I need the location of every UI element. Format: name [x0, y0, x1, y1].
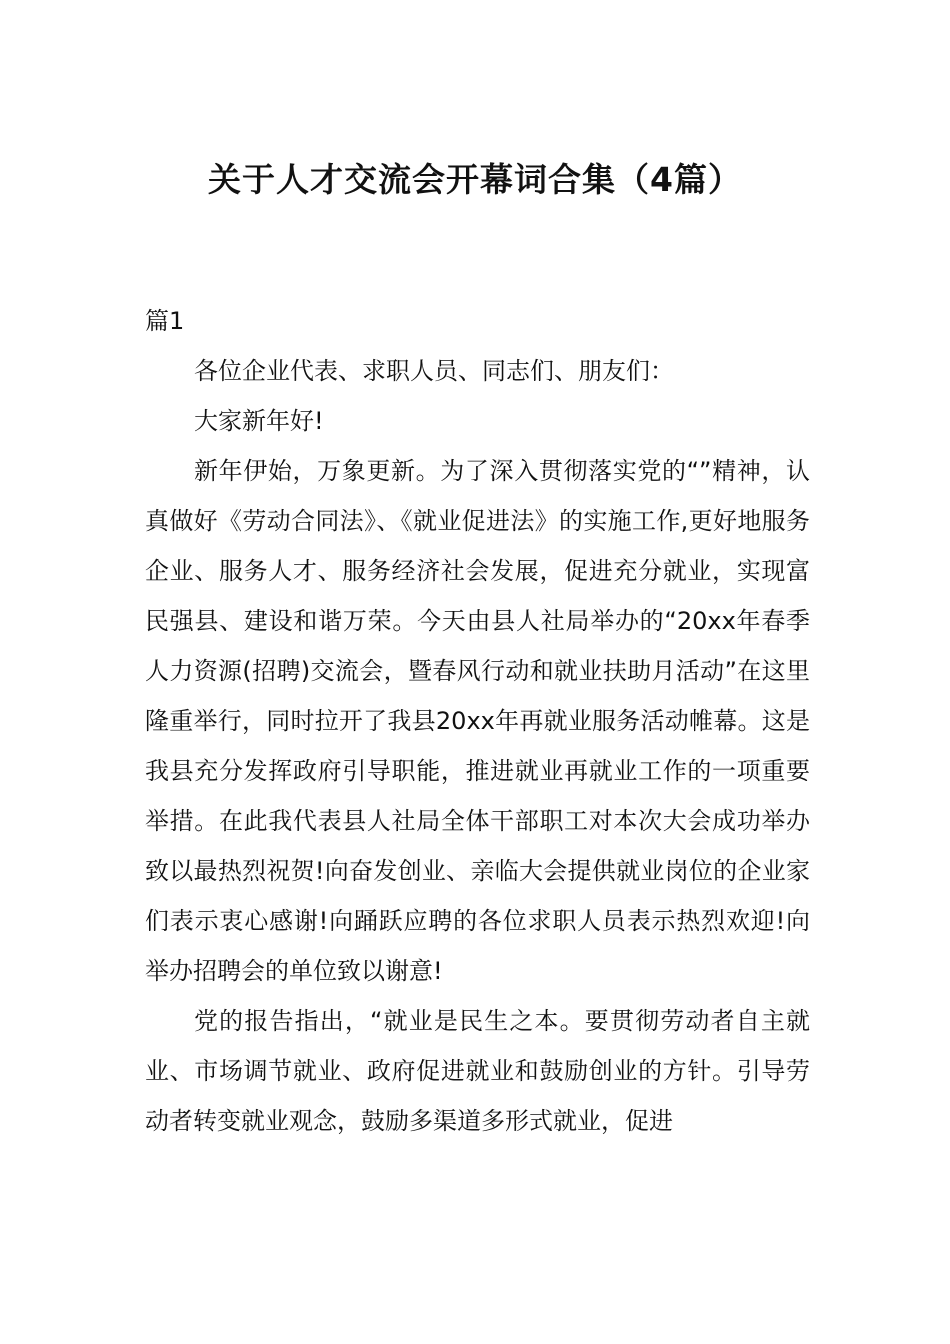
document-title: 关于人才交流会开幕词合集（4篇）	[208, 160, 742, 199]
paragraph-opening: 新年伊始，万象更新。为了深入贯彻落实党的“”精神，认真做好《劳动合同法》、《就业促进法》的实施工作,更好地服务企业、服务人才、服务经济社会发展，促进充分就业，实现富民强县、建设和谐万荣。今天由县人社局举办的“20xx年春季人力资源(招聘)交流会，暨春风行动和就业扶助月活动”在这里隆重举行，同时拉开了我县20xx年再就业服务活动帷幕。这是我县充分发挥政府引导职能，推进就业再就业工作的一项重要举措。在此我代表县人社局全体干部职工对本次大会成功举办致以最热烈祝贺!向奋发创业、亲临大会提供就业岗位的企业家们表示衷心感谢!向踊跃应聘的各位求职人员表示热烈欢迎!向举办招聘会的单位致以谢意!	[145, 457, 810, 985]
document-body	[145, 296, 810, 1146]
paragraph-greeting: 大家新年好!	[194, 407, 324, 435]
paragraph-salutation: 各位企业代表、求职人员、同志们、朋友们：	[194, 357, 674, 385]
section-label: 篇1	[145, 307, 185, 335]
paragraph-report: 党的报告指出，“就业是民生之本。要贯彻劳动者自主就业、市场调节就业、政府促进就业和鼓励创业的方针。引导劳动者转变就业观念，鼓励多渠道多形式就业，促进	[145, 1007, 810, 1135]
